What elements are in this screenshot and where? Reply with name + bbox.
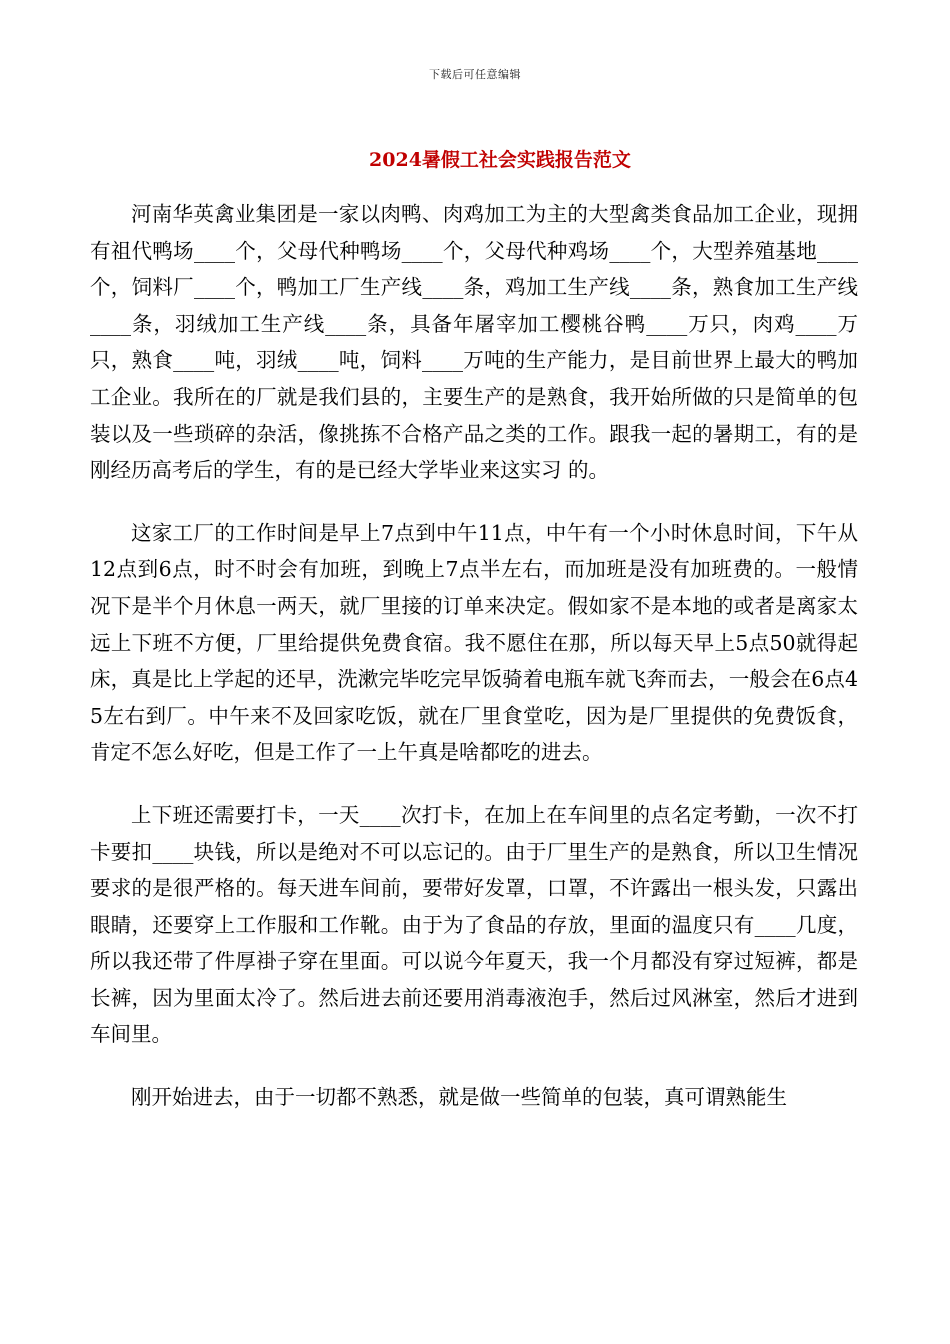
paragraph: 上下班还需要打卡，一天____次打卡，在加上在车间里的点名定考勤，一次不打卡要扣____块钱，所以是绝对不可以忘记的。由于厂里生产的是熟食，所以卫生情况要求的是很严格的。每天进车间前，要带好发罩，口罩，不许露出一根头发，只露出眼睛，还要穿上工作服和工作靴。由于为了食品的存放，里面的温度只有____几度，所以我还带了件厚褂子穿在里面。可以说今年夏天，我一个月都没有穿过短裤，都是长裤，因为里面太冷了。然后进去前还要用消毒液泡手，然后过风淋室，然后才进到车间里。	[90, 802, 858, 1047]
paragraph: 刚开始进去，由于一切都不熟悉，就是做一些简单的包装，真可谓熟能生	[131, 1085, 787, 1110]
paragraph: 这家工厂的工作时间是早上7点到中午11点，中午有一个小时休息时间，下午从12点到6点，时不时会有加班，到晚上7点半左右，而加班是没有加班费的。一般情况下是半个月休息一两天，就厂里接的订单来决定。假如家不是本地的或者是离家太远上下班不方便，厂里给提供免费食宿。我不愿住在那，所以每天早上5点50就得起床，真是比上学起的还早，洗漱完毕吃完早饭骑着电瓶车就飞奔而去，一般会在6点45左右到厂。中午来不及回家吃饭，就在厂里食堂吃，因为是厂里提供的免费饭食，肯定不怎么好吃，但是工作了一上午真是啥都吃的进去。	[90, 520, 858, 765]
header-note: 下载后可任意编辑	[429, 68, 521, 81]
document-body	[90, 196, 858, 1142]
paragraph: 河南华英禽业集团是一家以肉鸭、肉鸡加工为主的大型禽类食品加工企业，现拥有祖代鸭场____个，父母代种鸭场____个，父母代种鸡场____个，大型养殖基地____个，饲料厂____个，鸭加工厂生产线____条，鸡加工生产线____条，熟食加工生产线____条，羽绒加工生产线____条，具备年屠宰加工樱桃谷鸭____万只，肉鸡____万只，熟食____吨，羽绒____吨，饲料____万吨的生产能力，是目前世界上最大的鸭加工企业。我所在的厂就是我们县的，主要生产的是熟食，我开始所做的只是简单的包装以及一些琐碎的杂活，像挑拣不合格产品之类的工作。跟我一起的暑期工，有的是刚经历高考后的学生，有的是已经大学毕业来这实习 的。	[90, 202, 858, 483]
document-title: 2024暑假工社会实践报告范文	[369, 149, 631, 171]
